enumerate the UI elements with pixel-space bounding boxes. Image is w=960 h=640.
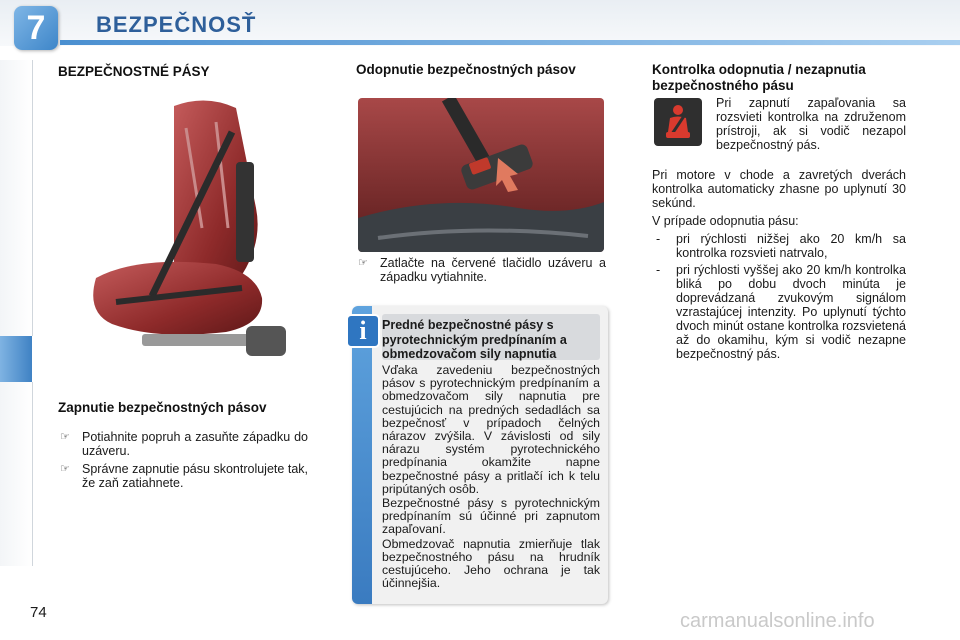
chapter-tab[interactable] — [0, 382, 33, 428]
info-box — [352, 306, 608, 604]
info-box-body — [382, 364, 600, 591]
watermark: carmanualsonline.info — [680, 610, 875, 632]
right-intro-wrap — [716, 96, 906, 152]
list-item — [58, 430, 308, 458]
pointing-hand-icon: ☞ — [60, 463, 70, 475]
info-paragraph: Obmedzovač napnutia zmierňuje tlak bezpečnostného pásu na hrudník cestujúceho. Jeho ochrana je tak účinnejšia. — [382, 536, 600, 591]
chapter-title: BEZPEČNOSŤ — [96, 12, 257, 37]
middle-bullets — [356, 256, 606, 288]
chapter-tab[interactable] — [0, 152, 33, 198]
bullet-text: Správne zapnutie pásu skontrolujete tak, že zaň zatiahnete. — [82, 462, 308, 490]
list-item: - pri rýchlosti vyššej ako 20 km/h kontrolka bliká po dobu dvoch minúta je doprevádzaná zvukovým signálom vzrastajúcej intenzity. Po uplynutí týchto dvoch minút ostane kontrolka rozsvietená až do okamihu, kým si vodič nezapne bezpečnostný pás. — [656, 263, 906, 361]
left-lower-column — [58, 400, 308, 494]
section-heading-fasten: Zapnutie bezpečnostných pásov — [58, 400, 267, 415]
bullet-text: Zatlačte na červené tlačidlo uzáveru a západku vytiahnite. — [380, 256, 606, 284]
info-paragraph: Vďaka zavedeniu bezpečnostných pásov s pyrotechnickým predpínaním a obmedzovačom sily napnutia pre cestujúcich na predných sedadlách sa bezpečnosť v prípadoch čelných nárazov zvýšila. V závislosti od sily nárazu systém pyrotechnického predpínania okamžite napne bezpečnostné pásy a pritlačí ich k telu pripútaných osôb. — [382, 363, 600, 496]
seat-illustration — [56, 88, 314, 370]
middle-heading-wrap — [356, 62, 606, 78]
left-heading-wrap — [58, 64, 318, 80]
right-heading-wrap — [652, 62, 906, 94]
chapter-tab[interactable] — [0, 428, 33, 474]
warning-lamp-intro: Pri zapnutí zapaľovania sa rozsvieti kontrolka na združenom prístroji, ak si vodič nezapol bezpečnostný pás. — [716, 96, 906, 152]
chapter-tab[interactable] — [0, 520, 33, 566]
pointing-hand-icon: ☞ — [60, 431, 70, 443]
warning-lamp-list-intro: V prípade odopnutia pásu: — [652, 214, 799, 228]
chapter-tab[interactable] — [0, 474, 33, 520]
list-item — [356, 256, 606, 284]
info-box-bar — [352, 306, 372, 604]
info-box-header — [382, 314, 600, 360]
chapter-tab[interactable] — [0, 290, 33, 336]
right-body — [652, 168, 906, 364]
chapter-tab[interactable] — [0, 106, 33, 152]
dash-text: pri rýchlosti nižšej ako 20 km/h sa kontrolka rozsvieti natrvalo, — [676, 232, 906, 260]
seatbelt-warning-icon — [654, 98, 702, 146]
info-icon: i — [346, 314, 380, 348]
list-item: - pri rýchlosti nižšej ako 20 km/h sa kontrolka rozsvieti natrvalo, — [656, 232, 906, 260]
info-paragraph: Bezpečnostné pásy s pyrotechnickým predpínaním sú účinné pri zapnutom zapaľovaní. — [382, 496, 600, 537]
section-heading-unfasten: Odopnutie bezpečnostných pásov — [356, 62, 576, 77]
pointing-hand-icon: ☞ — [358, 257, 368, 269]
chapter-tab[interactable] — [0, 244, 33, 290]
section-heading-seat-belts: BEZPEČNOSTNÉ PÁSY — [58, 64, 210, 79]
page-number: 74 — [30, 604, 47, 621]
chapter-number-badge: 7 — [14, 6, 58, 50]
chapter-tab[interactable] — [0, 198, 33, 244]
section-heading-warning-lamp: Kontrolka odopnutia / nezapnutia bezpečnostného pásu — [652, 62, 866, 93]
title-rule — [60, 40, 960, 45]
buckle-photo — [358, 98, 604, 252]
chapter-tab-active[interactable] — [0, 336, 32, 382]
chapter-tab-rail — [0, 60, 32, 580]
bullet-text: Potiahnite popruh a zasuňte západku do uzáveru. — [82, 430, 308, 458]
warning-lamp-paragraph: Pri motore v chode a zavretých dverách kontrolka automaticky zhasne po uplynutí 30 sekúnd. — [652, 168, 906, 210]
info-box-title: Predné bezpečnostné pásy s pyrotechnickým predpínaním a obmedzovačom sily napnutia — [382, 318, 567, 361]
chapter-tab[interactable] — [0, 60, 33, 106]
dash-text: pri rýchlosti vyššej ako 20 km/h kontrolka bliká po dobu dvoch minúta je doprevádzaná zvukovým signálom vzrastajúcej intenzity. Po uplynutí týchto dvoch minút ostane kontrolka rozsvietená až do okamihu, kým si vodič nezapne bezpečnostný pás. — [676, 263, 906, 361]
list-item — [58, 462, 308, 490]
